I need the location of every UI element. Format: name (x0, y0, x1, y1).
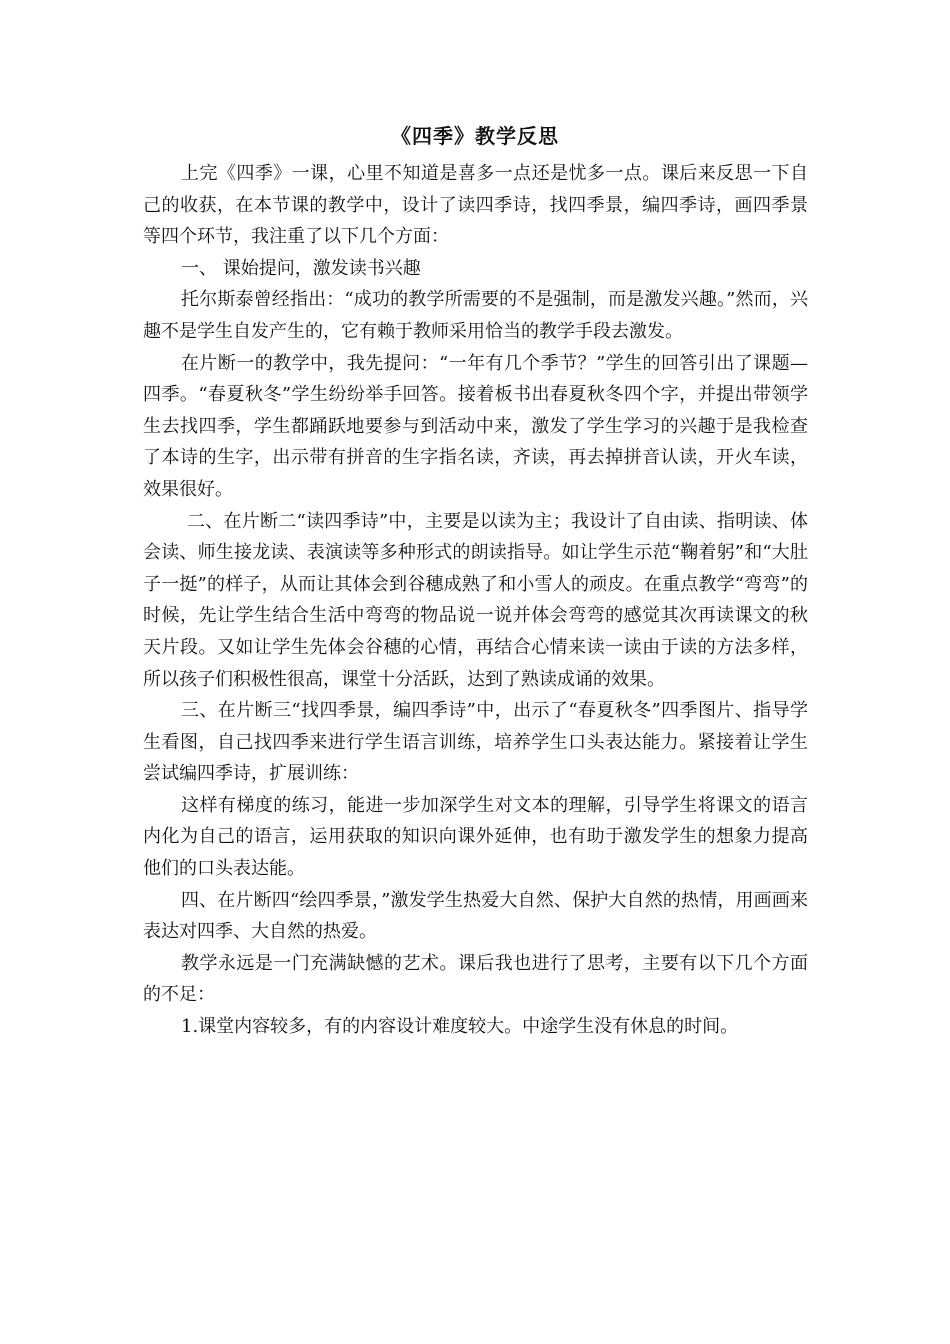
paragraph-segment-2: 二、在片断二“读四季诗”中，主要是以读为主；我设计了自由读、指明读、体会读、师生接龙读、表演读等多种形式的朗读指导。如让学生示范“鞠着躬”和“大肚子一挺”的样子，从而让其体会到谷穗成熟了和小雪人的顽皮。在重点教学“弯弯”的时候，先让学生结合生活中弯弯的物品说一说并体会弯弯的感觉其次再读课文的秋天片段。又如让学生先体会谷穗的心情，再结合心情来读一读由于读的方法多样，所以孩子们积极性很高，课堂十分活跃，达到了熟读成诵的效果。 (143, 510, 808, 690)
paragraph-intro: 上完《四季》一课，心里不知道是喜多一点还是忧多一点。课后来反思一下自己的收获，在本节课的教学中，设计了读四季诗，找四季景，编四季诗，画四季景等四个环节，我注重了以下几个方面： (143, 163, 808, 248)
paragraph-segment-4: 四、在片断四“绘四季景，”激发学生热爱大自然、保护大自然的热情，用画画来表达对四季、大自然的热爱。 (143, 889, 808, 943)
paragraph-tolstoy-quote: 托尔斯泰曾经指出：“成功的教学所需要的不是强制，而是激发兴趣。”然而，兴趣不是学生自发产生的，它有赖于教师采用恰当的教学手段去激发。 (143, 289, 808, 342)
section-heading-1: 一、 课始提问，激发读书兴趣 (181, 257, 421, 279)
paragraph-segment-1: 在片断一的教学中，我先提问：“一年有几个季节？”学生的回答引出了课题—四季。“春夏秋冬”学生纷纷举手回答。接着板书出春夏秋冬四个字，并提出带领学生去找四季，学生都踊跃地要参与到活动中来，激发了学生学习的兴趣于是我检查了本诗的生字，出示带有拼音的生字指名读，齐读，再去掉拼音认读，开火车读，效果很好。 (143, 352, 808, 500)
paragraph-segment-3: 三、在片断三“找四季景，编四季诗”中，出示了“春夏秋冬”四季图片、指导学生看图，自己找四季来进行学生语言训练，培养学生口头表达能力。紧接着让学生尝试编四季诗，扩展训练： (143, 700, 808, 785)
document-title: 《四季》教学反思 (391, 124, 559, 148)
paragraph-gradient-practice: 这样有梯度的练习，能进一步加深学生对文本的理解，引导学生将课文的语言内化为自己的语言，运用获取的知识向课外延伸，也有助于激发学生的想象力提高他们的口头表达能。 (143, 794, 808, 880)
paragraph-reflection: 教学永远是一门充满缺憾的艺术。课后我也进行了思考，主要有以下几个方面的不足： (143, 952, 808, 1006)
document-body (143, 158, 808, 1043)
paragraph-shortcoming-1: 1.课堂内容较多，有的内容设计难度较大。中途学生没有休息的时间。 (181, 1016, 739, 1038)
